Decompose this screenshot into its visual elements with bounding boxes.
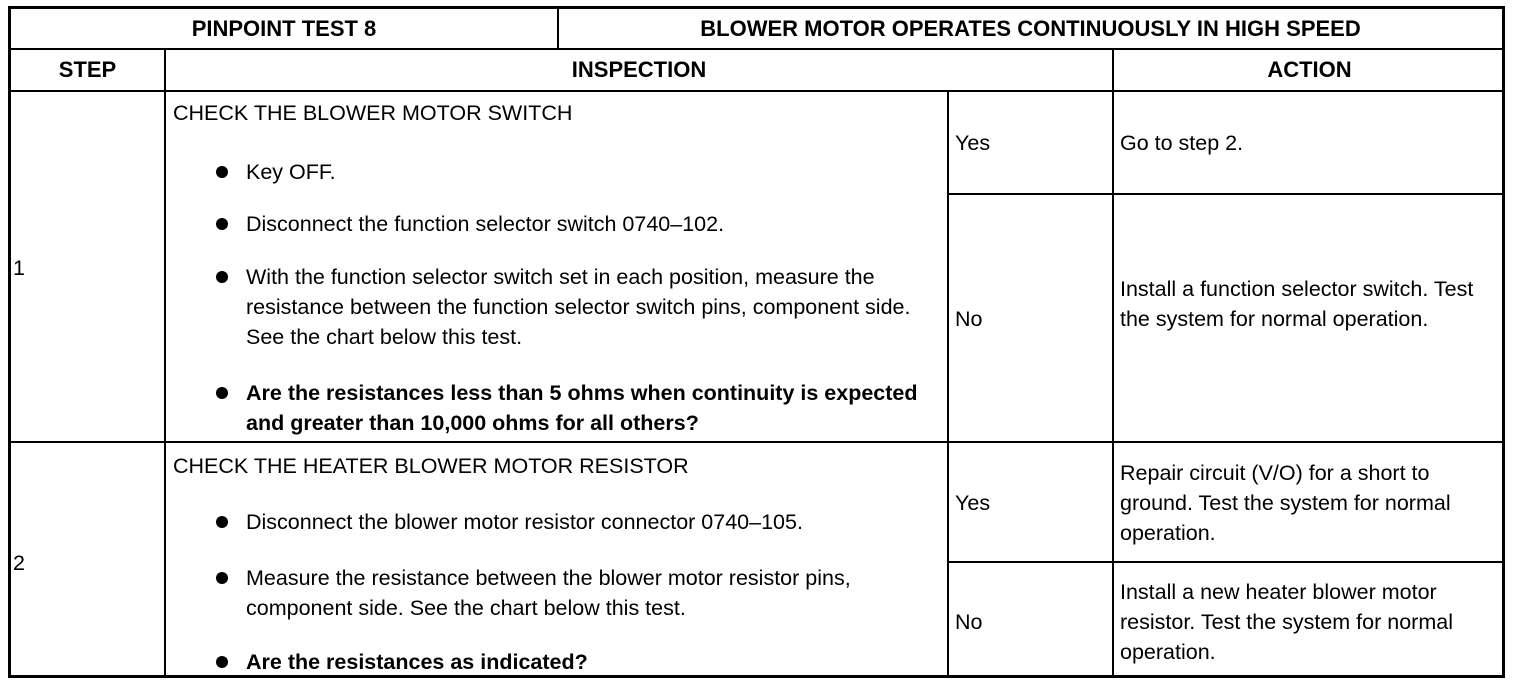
inspection-bullet: Disconnect the function selector switch 0740–102.: [246, 212, 725, 236]
column-header-step: STEP: [58, 57, 117, 82]
bullet-icon: [216, 572, 228, 584]
bullet-icon: [216, 387, 228, 399]
inspection-question: Are the resistances less than 5 ohms when continuity is expected and greater than 10,000 ohms for all others?: [246, 381, 918, 435]
inspection-question: Are the resistances as indicated?: [246, 650, 588, 674]
answer-yes: Yes: [955, 491, 991, 515]
step-number: 2: [13, 551, 25, 575]
bullet-icon: [216, 271, 228, 283]
bullet-icon: [216, 516, 228, 528]
bullet-icon: [216, 166, 228, 178]
test-title: PINPOINT TEST 8: [191, 15, 377, 41]
step-title: CHECK THE HEATER BLOWER MOTOR RESISTOR: [173, 454, 689, 478]
inspection-bullet: Disconnect the blower motor resistor connector 0740–105.: [246, 510, 803, 534]
rule-step1-bottom: [8, 441, 1505, 443]
action-text: Go to step 2.: [1120, 131, 1244, 155]
column-header-action: ACTION: [1267, 57, 1352, 82]
symptom-title: BLOWER MOTOR OPERATES CONTINUOUSLY IN HIGH SPEED: [700, 15, 1361, 41]
action-text: Install a function selector switch. Test the system for normal operation.: [1120, 277, 1474, 331]
rule-step-col: [164, 48, 166, 678]
column-header-inspection: INSPECTION: [571, 57, 707, 82]
inspection-bullet: Measure the resistance between the blower motor resistor pins, component side. See the chart below this test.: [246, 566, 851, 620]
action-text: Install a new heater blower motor resistor. Test the system for normal operation.: [1120, 580, 1453, 664]
inspection-bullet: With the function selector switch set in each position, measure the resistance between the function selector switch pins, component side. See the chart below this test.: [246, 265, 911, 349]
inspection-bullet: Key OFF.: [246, 160, 336, 184]
answer-yes: Yes: [955, 131, 991, 155]
rule-action-col: [1112, 48, 1114, 678]
action-text: Repair circuit (V/O) for a short to ground. Test the system for normal operation.: [1120, 461, 1451, 545]
rule-step2-yes-bottom: [947, 561, 1505, 563]
rule-columns-bottom: [8, 90, 1505, 92]
answer-no: No: [955, 307, 983, 331]
rule-answer-col: [947, 90, 949, 678]
bullet-icon: [216, 218, 228, 230]
step-title: CHECK THE BLOWER MOTOR SWITCH: [173, 101, 573, 125]
bullet-icon: [216, 656, 228, 668]
step-number: 1: [13, 256, 25, 280]
answer-no: No: [955, 610, 983, 634]
rule-step1-yes-bottom: [947, 193, 1505, 195]
